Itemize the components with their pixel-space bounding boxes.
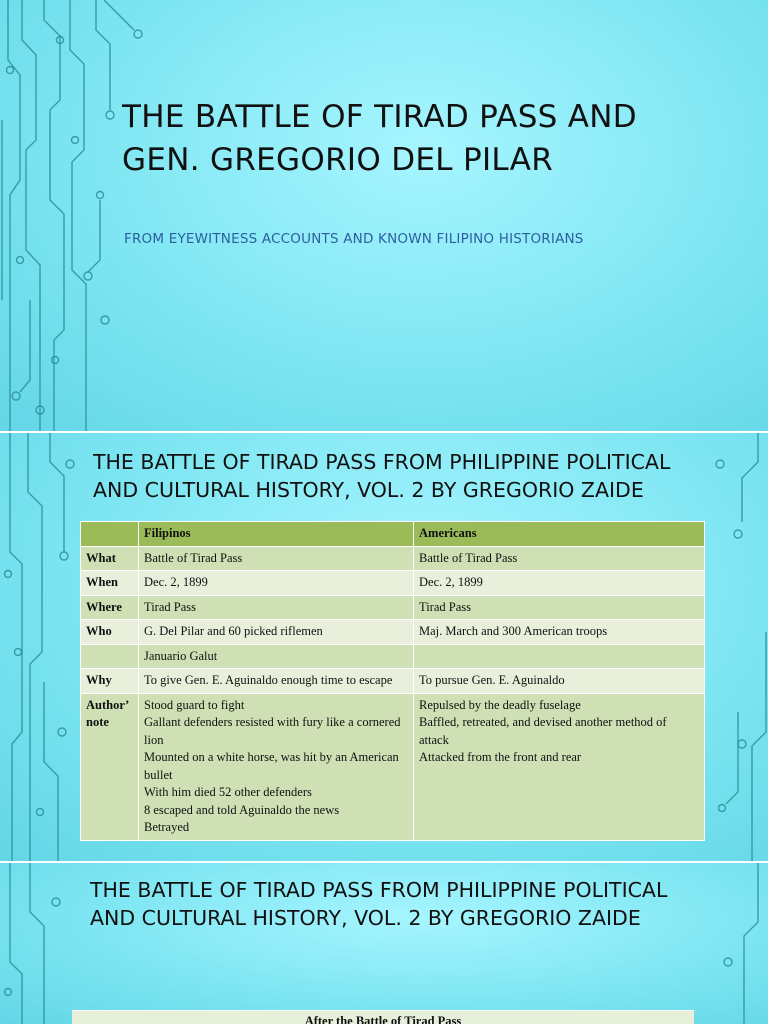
circuit-decoration-right — [698, 432, 768, 862]
filipinos-cell: To give Gen. E. Aguinaldo enough time to escape — [139, 669, 414, 694]
filipinos-cell: Januario Galut — [139, 644, 414, 669]
table-header-row — [81, 522, 705, 547]
filipinos-cell: Dec. 2, 1899 — [139, 571, 414, 596]
slide-subtitle: FROM EYEWITNESS ACCOUNTS AND KNOWN FILIPINO HISTORIANS — [124, 231, 584, 247]
note-line: Attacked from the front and rear — [419, 750, 582, 764]
note-line: Stood guard to fight — [144, 697, 245, 712]
comparison-slide — [0, 432, 768, 862]
row-label: Why — [81, 669, 139, 694]
americans-cell: Maj. March and 300 American troops — [414, 620, 705, 645]
filipinos-cell: Battle of Tirad Pass — [139, 546, 414, 571]
slide-title: THE BATTLE OF TIRAD PASS FROM PHILIPPINE POLITICAL AND CULTURAL HISTORY, VOL. 2 BY GREGORIO ZAIDE — [90, 878, 668, 930]
row-label: Author’ note — [81, 693, 139, 840]
comparison-table — [80, 521, 705, 841]
circuit-decoration-right — [698, 862, 768, 1024]
table-row — [81, 693, 705, 840]
table-caption: After the Battle of Tirad Pass — [72, 1010, 694, 1024]
circuit-decoration-left — [0, 862, 70, 1024]
title-slide — [0, 0, 768, 432]
table-row — [81, 571, 705, 596]
note-line: Baffled, retreated, and devised another method of attack — [419, 715, 667, 747]
row-label: When — [81, 571, 139, 596]
table-row — [81, 644, 705, 669]
filipinos-cell: Tirad Pass — [139, 595, 414, 620]
americans-cell: To pursue Gen. E. Aguinaldo — [414, 669, 705, 694]
circuit-decoration-left — [0, 0, 150, 432]
table-row — [81, 620, 705, 645]
note-line: Betrayed — [144, 820, 190, 834]
slide-divider — [0, 861, 768, 863]
americans-cell — [414, 644, 705, 669]
americans-cell — [414, 693, 705, 840]
slide-divider — [0, 431, 768, 433]
filipinos-cell — [139, 693, 414, 840]
table-header-cell — [81, 522, 139, 547]
note-line: With him died 52 other defenders — [144, 785, 312, 799]
americans-cell: Tirad Pass — [414, 595, 705, 620]
americans-cell: Battle of Tirad Pass — [414, 546, 705, 571]
table-row — [81, 546, 705, 571]
filipinos-cell: G. Del Pilar and 60 picked riflemen — [139, 620, 414, 645]
row-label — [81, 644, 139, 669]
after-battle-slide — [0, 862, 768, 1024]
slide-title: THE BATTLE OF TIRAD PASS FROM PHILIPPINE POLITICAL AND CULTURAL HISTORY, VOL. 2 BY GREGORIO ZAIDE — [93, 450, 671, 502]
table-header-cell: Filipinos — [139, 522, 414, 547]
note-line: Gallant defenders resisted with fury like a cornered lion — [144, 715, 401, 747]
table-row — [81, 669, 705, 694]
circuit-decoration-left — [0, 432, 80, 862]
americans-cell: Dec. 2, 1899 — [414, 571, 705, 596]
row-label: Where — [81, 595, 139, 620]
row-label: Who — [81, 620, 139, 645]
note-line: Mounted on a white horse, was hit by an American bullet — [144, 750, 399, 782]
row-label: What — [81, 546, 139, 571]
note-line: Repulsed by the deadly fuselage — [419, 697, 581, 712]
note-line: 8 escaped and told Aguinaldo the news — [144, 802, 340, 817]
table-row — [81, 595, 705, 620]
table-header-cell: Americans — [414, 522, 705, 547]
slide-title: THE BATTLE OF TIRAD PASS AND GEN. GREGORIO DEL PILAR — [122, 99, 637, 178]
